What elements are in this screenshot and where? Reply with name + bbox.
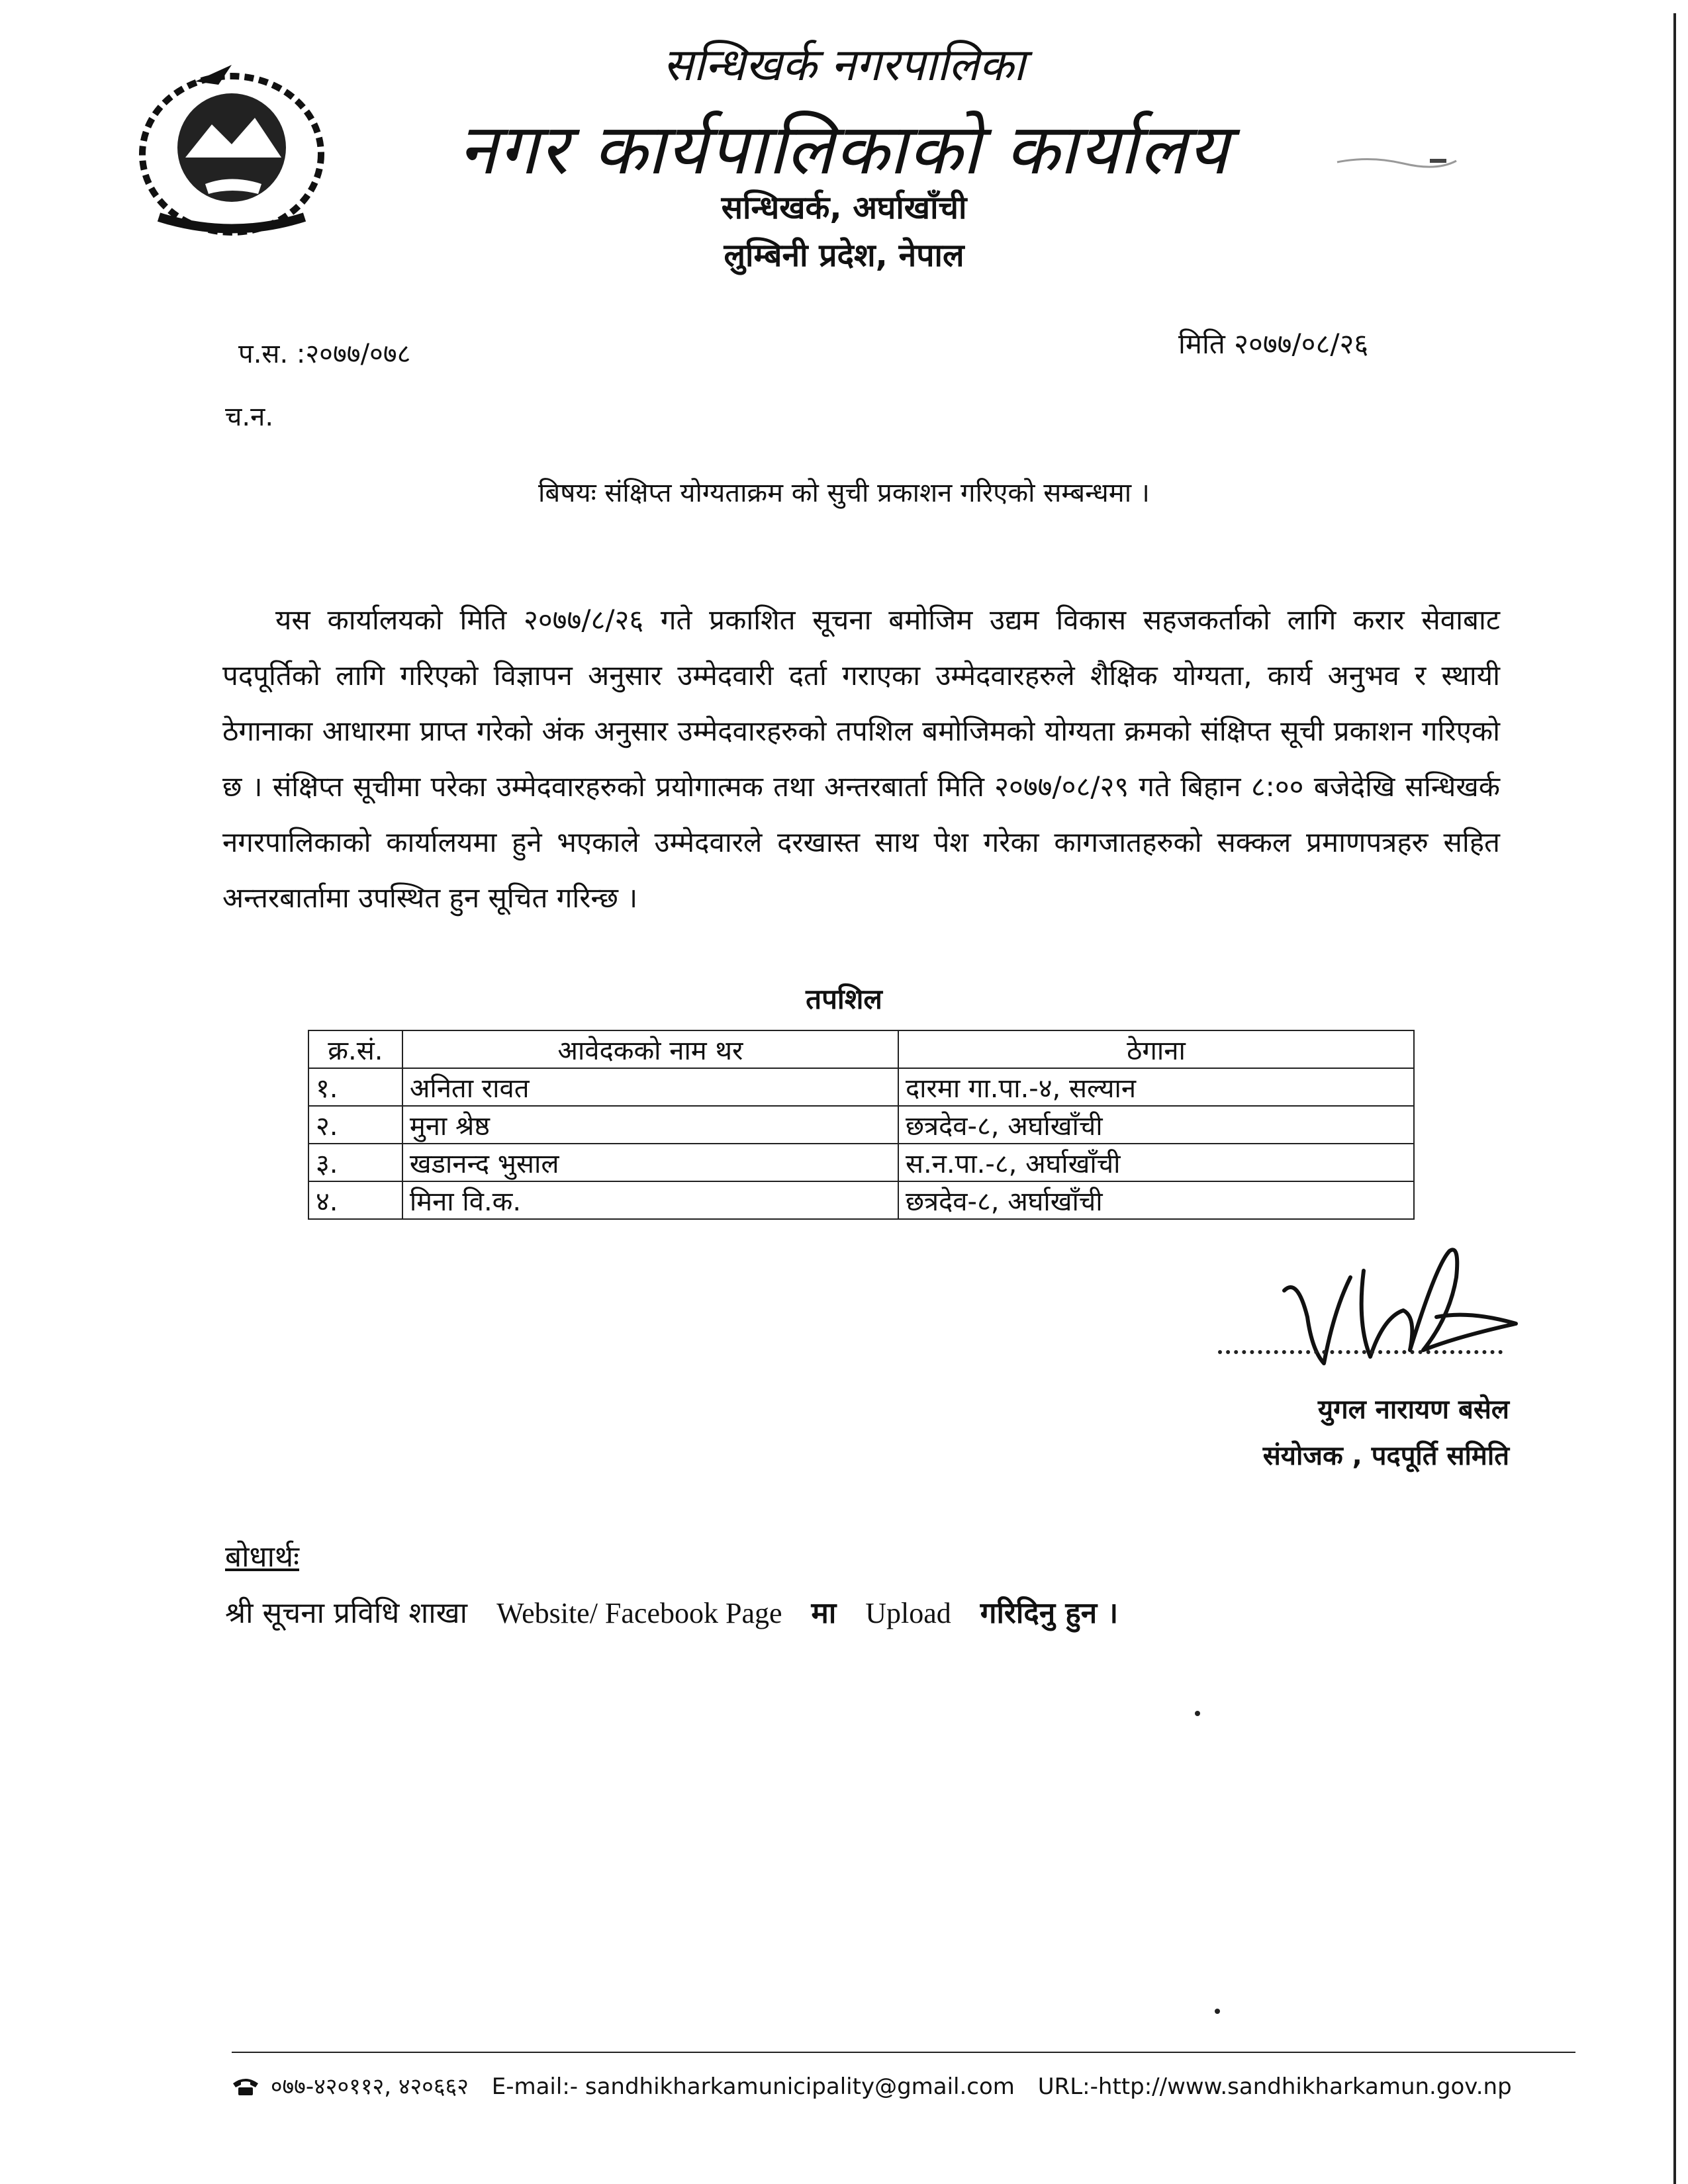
signatory-title: संयोजक , पदपूर्ति समिति (1262, 1441, 1509, 1471)
table-header-row (308, 1030, 1414, 1068)
letter-subject: बिषयः संक्षिप्त योग्यताक्रम को सुची प्रकाशन गरिएको सम्बन्धमा । (538, 478, 1150, 508)
column-header-serial: क्र.सं. (308, 1030, 402, 1068)
table-row (308, 1181, 1414, 1219)
signature-line (1218, 1350, 1503, 1354)
cell-address: छत्रदेव-८, अर्घाखाँची (898, 1181, 1414, 1219)
table-row (308, 1144, 1414, 1181)
scan-speck (1215, 2009, 1220, 2014)
candidate-table (308, 1030, 1415, 1220)
cc-heading: बोधार्थः (225, 1540, 299, 1574)
cell-serial: १. (308, 1068, 402, 1106)
address-line-2: लुम्बिनी प्रदेश, नेपाल (724, 237, 964, 274)
cc-ma: मा (811, 1596, 837, 1630)
cell-serial: २. (308, 1106, 402, 1144)
cell-name: मिना वि.क. (402, 1181, 898, 1219)
footer-divider (232, 2052, 1575, 2053)
cell-serial: ३. (308, 1144, 402, 1181)
column-header-name: आवेदकको नाम थर (402, 1030, 898, 1068)
handwritten-signature (1271, 1238, 1523, 1383)
table-row (308, 1106, 1414, 1144)
footer-email: E-mail:- sandhikharkamunicipality@gmail.com (491, 2073, 1015, 2100)
municipality-name: सन्धिखर्क नगरपालिका (663, 39, 1025, 91)
table-row (308, 1068, 1414, 1106)
footer-contact (232, 2070, 1528, 2101)
column-header-address: ठेगाना (898, 1030, 1414, 1068)
faint-stamp-mark-icon (1331, 142, 1463, 182)
cell-name: खडानन्द भुसाल (402, 1144, 898, 1181)
cc-line (225, 1592, 1138, 1631)
cc-recipient: श्री सूचना प्रविधि शाखा (225, 1596, 468, 1630)
letter-date: मिति २०७७/०८/२६ (1178, 328, 1369, 360)
signatory-name: युगल नारायण बसेल (1317, 1394, 1509, 1425)
cc-channel: Website/ Facebook Page (496, 1597, 782, 1629)
cell-serial: ४. (308, 1181, 402, 1219)
office-name: नगर कार्यपालिकाको कार्यालय (458, 109, 1230, 190)
cell-address: छत्रदेव-८, अर्घाखाँची (898, 1106, 1414, 1144)
cell-name: अनिता रावत (402, 1068, 898, 1106)
cell-address: स.न.पा.-८, अर्घाखाँची (898, 1144, 1414, 1181)
letter-body: यस कार्यालयको मिति २०७७/८/२६ गते प्रकाशित सूचना बमोजिम उद्यम विकास सहजकर्ताको लागि करार सेवाबाट पदपूर्तिको लागि गरिएको विज्ञापन अनुसार उम्मेदवारी दर्ता गराएका उम्मेदवारहरुले शैक्षिक योग्यता, कार्य अनुभव र स्थायी ठेगानाका आधारमा प्राप्त गरेको अंक अनुसार उम्मेदवारहरुको तपशिल बमोजिमको योग्यता क्रमको संक्षिप्त सूची प्रकाशन गरिएको छ । संक्षिप्त सूचीमा परेका उम्मेदवारहरुको प्रयोगात्मक तथा अन्तरबार्ता मिति २०७७/०८/२९ गते बिहान ८:०० बजेदेखि सन्धिखर्क नगरपालिकाको कार्यालयमा हुने भएकाले उम्मेदवारले दरखास्त साथ पेश गरेका कागजातहरुको सक्कल प्रमाणपत्रहरु सहित अन्तरबार्तामा उपस्थित हुन सूचित गरिन्छ । (222, 604, 1500, 914)
scan-speck (1195, 1711, 1200, 1716)
address-line-1: सन्धिखर्क, अर्घाखाँची (721, 189, 967, 226)
telephone-icon (232, 2077, 259, 2097)
footer-phone: ०७७-४२०११२, ४२०६६२ (270, 2073, 469, 2100)
dispatch-number: च.न. (225, 402, 274, 432)
footer-url: URL:-http://www.sandhikharkamun.gov.np (1037, 2073, 1512, 2100)
table-heading: तपशिल (806, 983, 882, 1015)
cc-action: गरिदिनु हुन । (980, 1596, 1119, 1630)
cell-address: दारमा गा.पा.-४, सल्यान (898, 1068, 1414, 1106)
scan-edge-line (1673, 13, 1676, 2184)
cell-name: मुना श्रेष्ठ (402, 1106, 898, 1144)
reference-number: प.स. :२०७७/०७८ (238, 339, 411, 369)
cc-upload: Upload (865, 1597, 951, 1629)
